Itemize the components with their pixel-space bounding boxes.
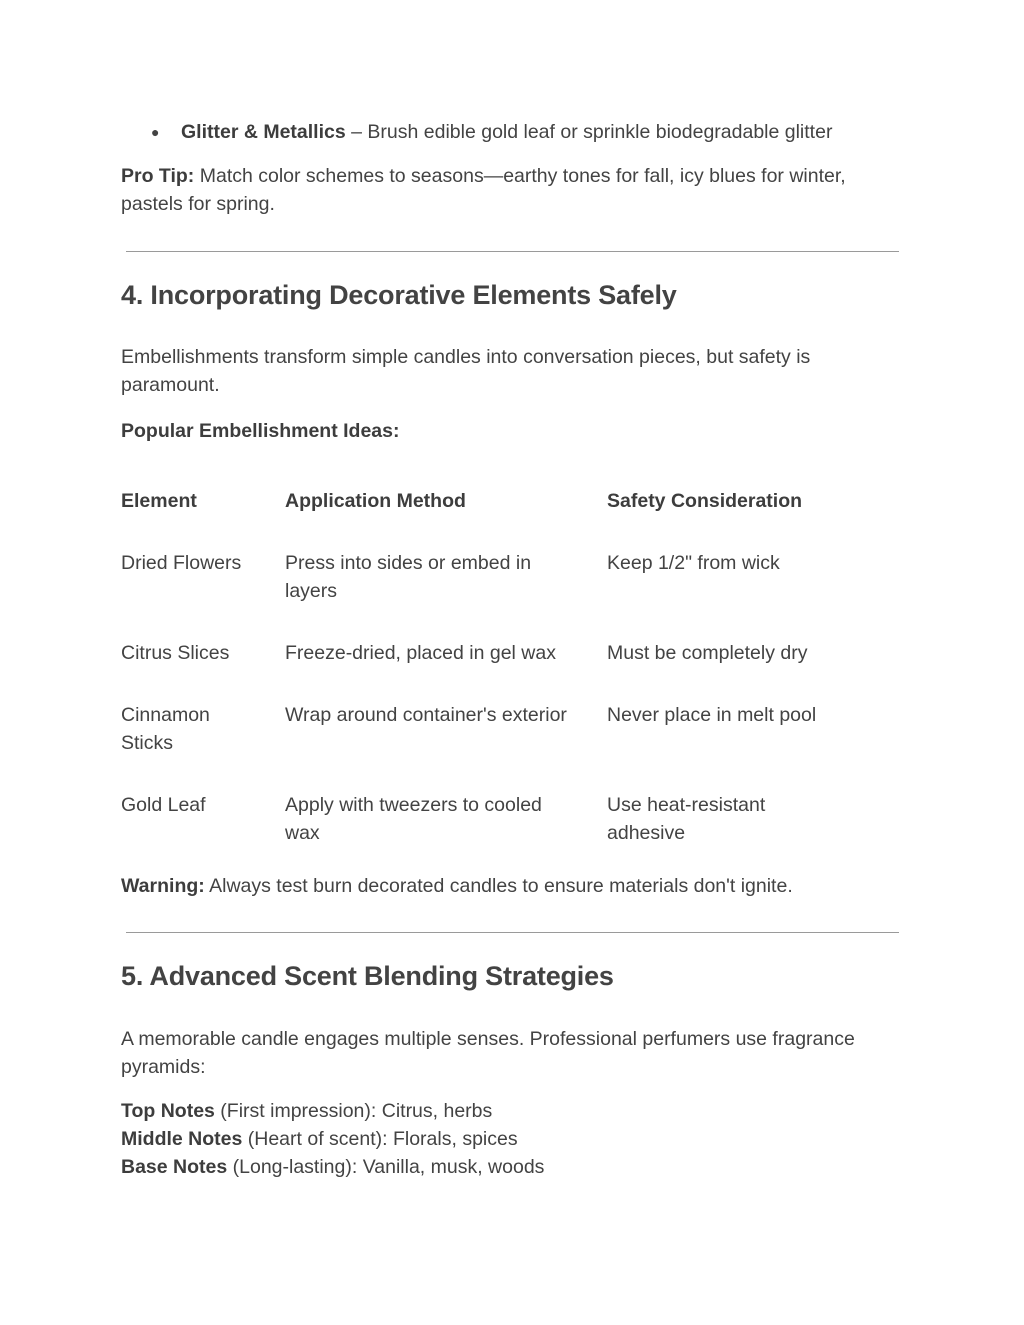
- section-5-heading: 5. Advanced Scent Blending Strategies: [121, 961, 614, 991]
- table-cell: Citrus Slices: [121, 642, 230, 664]
- table-header-application-method: Application Method: [285, 490, 466, 512]
- note-text: (First impression): Citrus, herbs: [214, 1100, 493, 1122]
- note-label: Middle Notes: [121, 1128, 243, 1150]
- table-cell-continued: layers: [285, 580, 338, 602]
- warning-paragraph: [121, 872, 793, 900]
- pro-tip-text-line2: pastels for spring.: [121, 193, 275, 215]
- warning-text: Always test burn decorated candles to ensure materials don't ignite.: [204, 875, 793, 897]
- bullet-item-title: Glitter & Metallics: [181, 121, 346, 143]
- section-divider: [126, 251, 899, 252]
- table-cell: Cinnamon: [121, 704, 210, 726]
- note-top: [121, 1097, 492, 1125]
- note-text: (Heart of scent): Florals, spices: [242, 1128, 518, 1150]
- table-cell: Gold Leaf: [121, 794, 206, 816]
- table-cell: Apply with tweezers to cooled: [285, 794, 542, 816]
- table-cell: Dried Flowers: [121, 552, 242, 574]
- section-4-heading: 4. Incorporating Decorative Elements Safely: [121, 280, 677, 310]
- embellishment-subheading: Popular Embellishment Ideas:: [121, 420, 400, 442]
- table-cell: Must be completely dry: [607, 642, 808, 664]
- table-cell: Never place in melt pool: [607, 704, 817, 726]
- table-cell: Keep 1/2" from wick: [607, 552, 780, 574]
- bullet-marker: ●: [151, 124, 160, 140]
- section-4-intro-line1: Embellishments transform simple candles into conversation pieces, but safety is: [121, 346, 811, 368]
- table-cell-continued: Sticks: [121, 732, 174, 754]
- table-cell-continued: wax: [285, 822, 320, 844]
- note-base: [121, 1153, 544, 1181]
- table-cell: Use heat-resistant: [607, 794, 766, 816]
- pro-tip-label: Pro Tip:: [121, 165, 195, 187]
- section-divider: [126, 932, 899, 933]
- section-5-intro-line2: pyramids:: [121, 1056, 206, 1078]
- table-header-element: Element: [121, 490, 197, 512]
- pro-tip-text-line1: Match color schemes to seasons—earthy tones for fall, icy blues for winter,: [194, 165, 846, 187]
- pro-tip-paragraph: [121, 162, 846, 190]
- table-cell-continued: adhesive: [607, 822, 686, 844]
- section-5-intro-line1: A memorable candle engages multiple senses. Professional perfumers use fragrance: [121, 1028, 855, 1050]
- note-middle: [121, 1125, 518, 1153]
- table-cell: Press into sides or embed in: [285, 552, 532, 574]
- table-cell: Wrap around container's exterior: [285, 704, 567, 726]
- note-label: Base Notes: [121, 1156, 228, 1178]
- table-cell: Freeze-dried, placed in gel wax: [285, 642, 556, 664]
- section-4-intro-line2: paramount.: [121, 374, 220, 396]
- bullet-item: [181, 118, 832, 146]
- note-text: (Long-lasting): Vanilla, musk, woods: [227, 1156, 545, 1178]
- table-header-safety-consideration: Safety Consideration: [607, 490, 803, 512]
- warning-label: Warning:: [121, 875, 205, 897]
- note-label: Top Notes: [121, 1100, 215, 1122]
- bullet-item-text: – Brush edible gold leaf or sprinkle biodegradable glitter: [345, 121, 833, 143]
